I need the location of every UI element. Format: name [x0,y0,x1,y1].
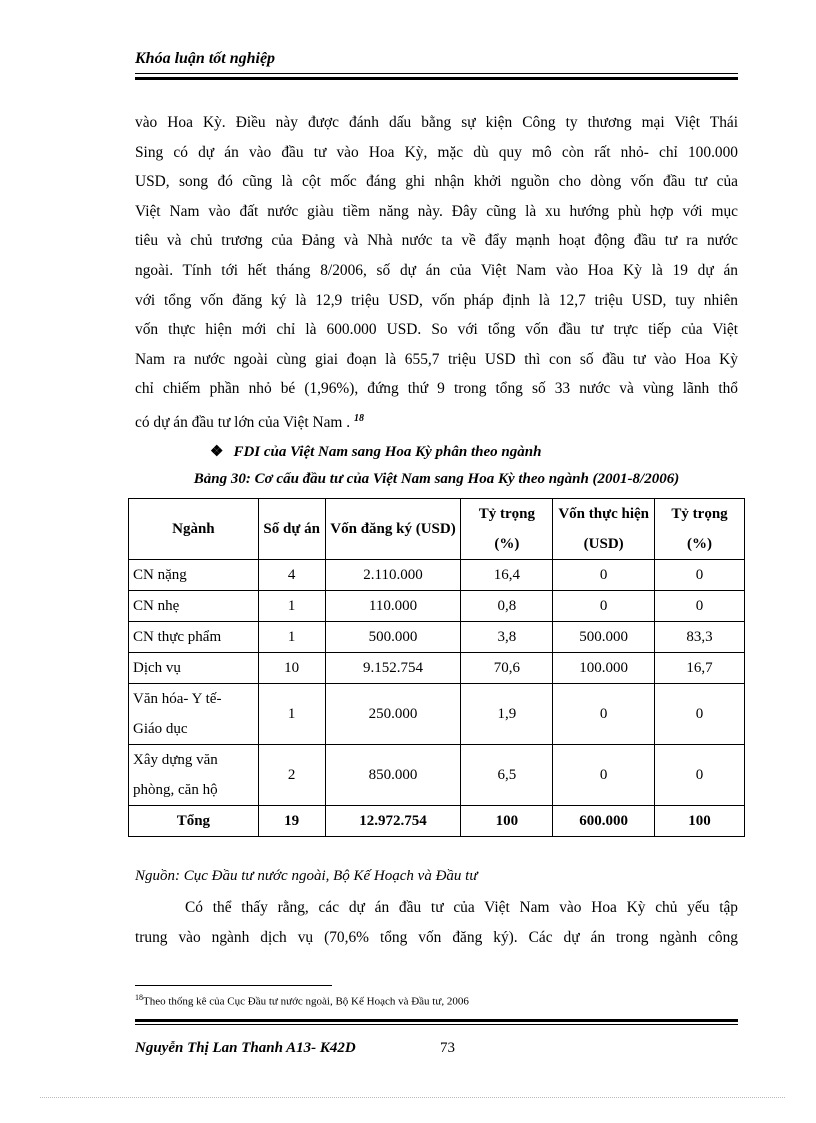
footnote-number: 18 [135,993,143,1002]
footer-rule-thin [135,1024,738,1025]
footnote-separator [135,985,332,986]
cell-nganh: Văn hóa- Y tế- Giáo dục [129,684,259,745]
investment-table [128,498,745,837]
paragraph-line: USD, song đó cũng là cột mốc đáng ghi nhận khởi nguồn cho dòng vốn đầu tư của [135,173,738,191]
cell-so-du-an: 1 [258,622,325,653]
cell-ty-trong-2: 83,3 [655,622,745,653]
body-paragraph [135,108,738,438]
cell-von-dang-ky: 9.152.754 [325,653,461,684]
footnote-reference[interactable]: 18 [353,412,364,424]
paragraph-line: với tổng vốn đăng ký là 12,9 triệu USD, vốn pháp định là 12,7 triệu USD, tuy nhiên [135,291,738,309]
paragraph-line-text: có dự án đầu tư lớn của Việt Nam . [135,414,351,432]
table-row [129,622,745,653]
paragraph-line: vốn thực hiện mới chỉ là 600.000 USD. So với tổng vốn đầu tư trực tiếp của Việt [135,321,738,339]
cell-ty-trong-2: 0 [655,591,745,622]
footer-rule-thick [135,1019,738,1022]
page-number: 73 [440,1040,455,1056]
cell-von-thuc-hien: 600.000 [553,806,655,837]
paragraph-last-line [135,404,738,438]
diamond-bullet-icon: ❖ [210,444,224,460]
cell-so-du-an: 19 [258,806,325,837]
section-heading-text: FDI của Việt Nam sang Hoa Kỳ phân theo ngành [233,444,542,460]
cell-ty-trong-1: 6,5 [461,745,553,806]
cell-so-du-an: 1 [258,591,325,622]
cell-von-dang-ky: 12.972.754 [325,806,461,837]
cell-von-thuc-hien: 0 [553,591,655,622]
paragraph-line: Nam ra nước ngoài cùng giai đoạn là 655,7 triệu USD thì con số đầu tư vào Hoa Kỳ [135,350,738,368]
cell-nganh: Xây dựng văn phòng, căn hộ [129,745,259,806]
footer-author: Nguyễn Thị Lan Thanh A13- K42D [135,1040,356,1056]
page-edge-divider [40,1097,785,1098]
table-source: Nguồn: Cục Đầu tư nước ngoài, Bộ Kế Hoạch và Đầu tư [135,868,478,884]
table-row [129,684,745,745]
cell-ty-trong-1: 100 [461,806,553,837]
table-header-row [129,499,745,560]
table-total-row [129,806,745,837]
table-row [129,560,745,591]
cell-ty-trong-2: 0 [655,745,745,806]
table-row [129,745,745,806]
paragraph-line: ngoài. Tính tới hết tháng 8/2006, số dự án của Việt Nam vào Hoa Kỳ là 19 dự án [135,261,738,279]
header-rule-thick [135,77,738,80]
cell-ty-trong-1: 70,6 [461,653,553,684]
cell-ty-trong-1: 3,8 [461,622,553,653]
cell-ty-trong-2: 16,7 [655,653,745,684]
header-nganh: Ngành [129,499,259,560]
cell-von-dang-ky: 110.000 [325,591,461,622]
footnote-text: Theo thống kê của Cục Đầu tư nước ngoài, Bộ Kế Hoạch và Đầu tư, 2006 [143,995,469,1008]
cell-nganh: CN nặng [129,560,259,591]
cell-von-dang-ky: 250.000 [325,684,461,745]
paragraph-line: Có thể thấy rằng, các dự án đầu tư của Việt Nam vào Hoa Kỳ chủ yếu tập [185,899,738,916]
header-ty-trong-1: Tỷ trọng (%) [461,499,553,560]
header-so-du-an: Số dự án [258,499,325,560]
cell-von-thuc-hien: 0 [553,745,655,806]
paragraph-line: Việt Nam vào đất nước giàu tiềm năng này. Đây cũng là xu hướng phù hợp với mục [135,202,738,220]
table-caption: Bảng 30: Cơ cấu đầu tư của Việt Nam sang Hoa Kỳ theo ngành (2001-8/2006) [193,471,680,487]
cell-von-dang-ky: 2.110.000 [325,560,461,591]
cell-so-du-an: 2 [258,745,325,806]
cell-ty-trong-1: 16,4 [461,560,553,591]
cell-von-thuc-hien: 500.000 [553,622,655,653]
cell-so-du-an: 10 [258,653,325,684]
section-heading [210,442,541,461]
cell-so-du-an: 1 [258,684,325,745]
paragraph-line: Sing có dự án vào đầu tư vào Hoa Kỳ, mặc dù quy mô còn rất nhỏ- chỉ 100.000 [135,143,738,161]
running-header: Khóa luận tốt nghiệp [135,50,276,67]
cell-nganh: Dịch vụ [129,653,259,684]
cell-von-thuc-hien: 100.000 [553,653,655,684]
cell-von-thuc-hien: 0 [553,684,655,745]
footnote [135,993,469,1008]
cell-nganh: CN nhẹ [129,591,259,622]
cell-ty-trong-1: 1,9 [461,684,553,745]
table-row [129,591,745,622]
header-ty-trong-2: Tỷ trọng (%) [655,499,745,560]
header-von-dang-ky: Vốn đăng ký (USD) [325,499,461,560]
header-von-thuc-hien: Vốn thực hiện (USD) [553,499,655,560]
cell-von-dang-ky: 850.000 [325,745,461,806]
paragraph-line: tiêu và chủ trương của Đảng và Nhà nước ta về đẩy mạnh hoạt động đầu tư ra nước [135,232,738,250]
paragraph-line: chỉ chiếm phần nhỏ bé (1,96%), đứng thứ 9 trong tổng số 33 nước và vùng lãnh thổ [135,380,738,398]
paragraph-line: trung vào ngành dịch vụ (70,6% tổng vốn đăng ký). Các dự án trong ngành công [135,928,738,946]
cell-nganh: Tổng [129,806,259,837]
cell-von-dang-ky: 500.000 [325,622,461,653]
cell-ty-trong-2: 0 [655,684,745,745]
table-row [129,653,745,684]
paragraph-line: vào Hoa Kỳ. Điều này được đánh dấu bằng sự kiện Công ty thương mại Việt Thái [135,114,738,131]
cell-ty-trong-1: 0,8 [461,591,553,622]
cell-nganh: CN thực phẩm [129,622,259,653]
cell-ty-trong-2: 100 [655,806,745,837]
cell-so-du-an: 4 [258,560,325,591]
cell-ty-trong-2: 0 [655,560,745,591]
header-rule-thin [135,73,738,74]
cell-von-thuc-hien: 0 [553,560,655,591]
body-paragraph-2 [135,893,738,952]
